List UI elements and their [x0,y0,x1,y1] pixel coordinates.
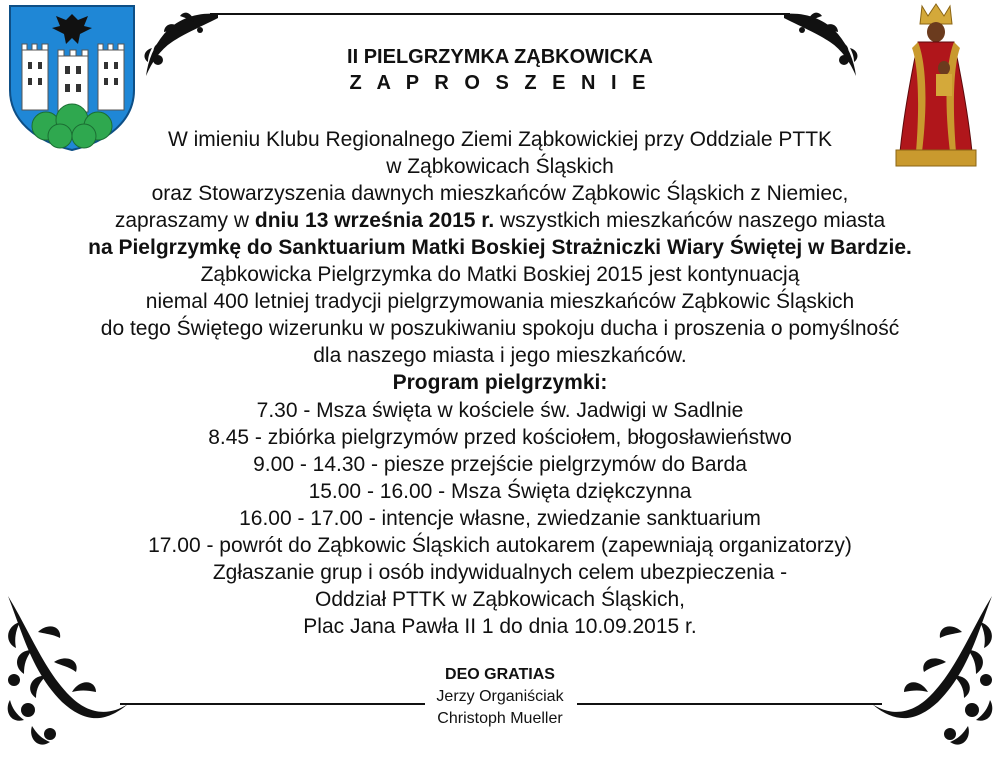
invitation-line-4-pre: zapraszamy w [114,209,255,232]
signatory-2: Christoph Mueller [437,710,563,727]
invitation-line-6: Ząbkowicka Pielgrzymka do Matki Boskiej 2015 jest kontynuacją [200,263,800,286]
invitation-date: dniu 13 września 2015 r. [254,209,495,232]
invitation-line-3: oraz Stowarzyszenia dawnych mieszkańców Ząbkowic Śląskich z Niemiec, [151,182,849,205]
invitation-line-1: W imieniu Klubu Regionalnego Ziemi Ząbkowickiej przy Oddziale PTTK [167,128,833,151]
registration-line-2: Oddział PTTK w Ząbkowicach Śląskich, [315,588,685,611]
invitation-line-9: dla naszego miasta i jego mieszkańców. [313,344,687,367]
invitation-line-4-post: wszystkich mieszkańców naszego miasta [494,209,886,232]
program-heading: Program pielgrzymki: [392,371,608,394]
program-item: 16.00 - 17.00 - intencje własne, zwiedzanie sanktuarium [239,507,761,530]
invitation-line-4 [0,208,1000,234]
invitation-line-5: na Pielgrzymkę do Sanktuarium Matki Boskiej Strażniczki Wiary Świętej w Bardzie. [88,236,912,259]
program-item: 15.00 - 16.00 - Msza Święta dziękczynna [308,480,692,503]
signatory-1: Jerzy Organiściak [436,688,564,705]
closing-text: DEO GRATIAS [445,666,555,683]
page-subtitle: Z A P R O S Z E N I E [349,72,651,94]
program-item: 9.00 - 14.30 - piesze przejście pielgrzymów do Barda [253,453,747,476]
program-item: 17.00 - powrót do Ząbkowic Śląskich autokarem (zapewniają organizatorzy) [148,534,852,557]
program-item: 8.45 - zbiórka pielgrzymów przed kościołem, błogosławieństwo [208,426,792,449]
invitation-line-2: w Ząbkowicach Śląskich [386,155,614,178]
registration-line-3: Plac Jana Pawła II 1 do dnia 10.09.2015 r. [303,615,697,638]
program-item: 7.30 - Msza święta w kościele św. Jadwigi w Sadlnie [256,399,744,422]
page-title: II PIELGRZYMKA ZĄBKOWICKA [347,46,653,68]
registration-line-1: Zgłaszanie grup i osób indywidualnych celem ubezpieczenia - [212,561,788,584]
invitation-line-8: do tego Świętego wizerunku w poszukiwaniu spokoju ducha i proszenia o pomyślność [100,317,900,340]
invitation-line-7: niemal 400 letniej tradycji pielgrzymowania mieszkańców Ząbkowic Śląskich [145,290,855,313]
top-frame-line [210,13,790,15]
ornament-top-right-icon [782,4,864,82]
ornament-top-left-icon [138,4,220,82]
